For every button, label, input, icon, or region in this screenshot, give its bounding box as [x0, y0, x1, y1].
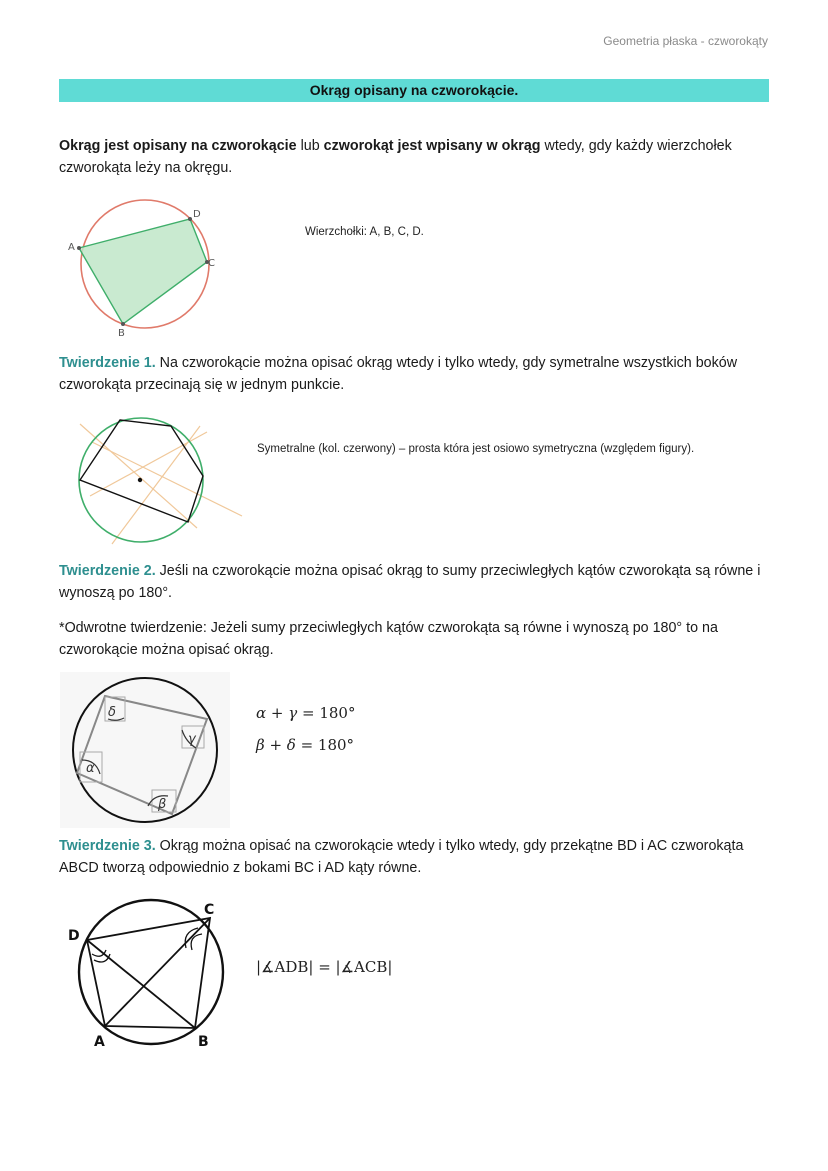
theorem-1: [59, 352, 769, 396]
theorem-3-label: Twierdzenie 3.: [59, 838, 156, 854]
section-title: Okrąg opisany na czworokącie.: [59, 79, 769, 102]
circumcircle: [79, 900, 223, 1044]
converse-theorem: *Odwrotne twierdzenie: Jeżeli sumy przeciwległych kątów czworokąta są równe i wynoszą po 180° to na czworokącie można opisać okrąg.: [59, 620, 718, 658]
vertex-label-a: A: [94, 1034, 105, 1050]
equation-alpha-gamma: [256, 704, 355, 722]
theorem-3: [59, 835, 769, 879]
theorem-3-text: Okrąg można opisać na czworokącie wtedy i tylko wtedy, gdy przekątne BD i AC czworokąta ABCD tworzą odpowiednio z bokami BC i AD kąty równe.: [59, 838, 744, 876]
vertex-label-a: A: [68, 242, 75, 253]
angle-beta: β: [158, 797, 167, 812]
figure-equal-angles: [62, 898, 232, 1053]
equation-equal-angles: |∡ADB| = |∡ACB|: [256, 958, 393, 976]
figure2-caption: Symetralne (kol. czerwony) – prosta która jest osiowo symetryczna (względem figury).: [257, 443, 695, 455]
angle-gamma: γ: [188, 732, 196, 747]
eq1-rhs: 180°: [319, 704, 356, 722]
page-header: Geometria płaska - czworokąty: [603, 34, 768, 48]
vertex-label-b: B: [198, 1034, 209, 1050]
vertex-label-c: C: [208, 258, 215, 269]
vertex-label-d: D: [193, 209, 201, 220]
figure-inscribed-quadrilateral: [62, 198, 222, 338]
angle-delta: δ: [108, 705, 116, 720]
intro-paragraph: [59, 135, 769, 179]
theorem-1-text: Na czworokącie można opisać okrąg wtedy i tylko wtedy, gdy symetralne wszystkich boków czworokąta przecinają się w jednym punkcie.: [59, 355, 738, 393]
vertex-label-c: C: [204, 902, 215, 918]
equation-beta-delta: [256, 736, 354, 754]
theorem-2: [59, 560, 769, 604]
intro-text-2: wtedy, gdy każdy wierzchołek czworokąta leży na okręgu.: [59, 138, 732, 176]
angle-alpha: α: [86, 761, 95, 776]
theorem-2-label: Twierdzenie 2.: [59, 563, 156, 579]
eq1-lhs: α + γ: [256, 704, 298, 722]
figure-perpendicular-bisectors: [72, 412, 247, 547]
eq2-rhs: 180°: [317, 736, 355, 754]
vertex-label-b: B: [118, 328, 125, 338]
eq2-equals: =: [295, 736, 318, 754]
theorem-2-text: Jeśli na czworokącie można opisać okrąg to sumy przeciwległych kątów czworokąta są równe i wynoszą po 180°.: [59, 563, 761, 601]
intro-bold-2: czworokąt jest wpisany w okrąg: [323, 138, 541, 154]
figure1-caption: Wierzchołki: A, B, C, D.: [305, 226, 424, 238]
intro-bold-1: Okrąg jest opisany na czworokącie: [59, 138, 297, 154]
intro-text-1: lub: [296, 138, 324, 154]
eq2-lhs: β + δ: [256, 736, 296, 754]
intersection-point: [138, 478, 142, 482]
theorem-1-label: Twierdzenie 1.: [59, 355, 156, 371]
figure-opposite-angles: [60, 672, 230, 828]
quadrilateral-outline: [87, 918, 210, 1028]
vertex-label-d: D: [68, 928, 80, 944]
bisector-line: [92, 442, 242, 516]
eq1-equals: =: [297, 704, 320, 722]
